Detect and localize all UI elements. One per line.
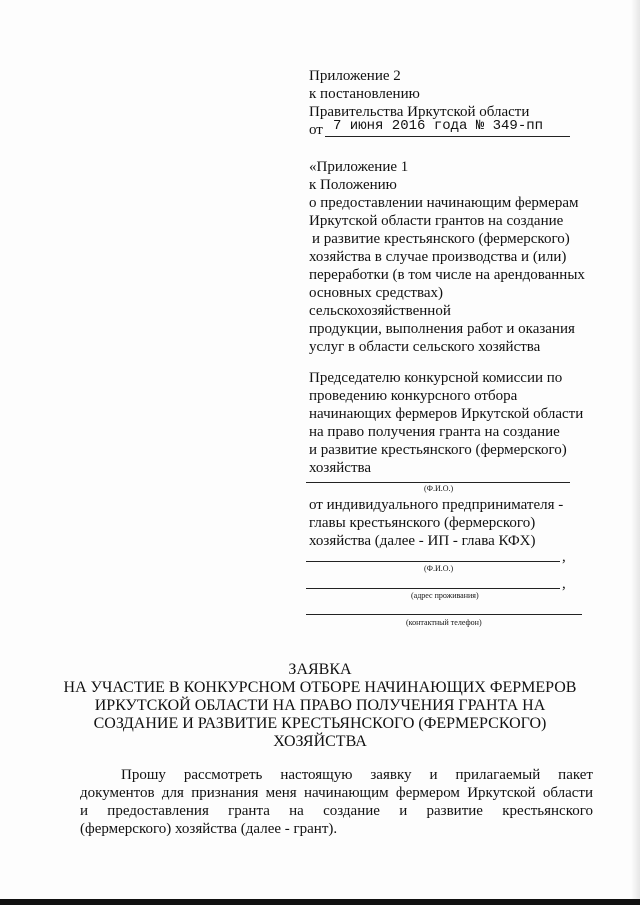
date-underline: [325, 136, 570, 137]
regulation-line: «Приложение 1: [309, 159, 409, 175]
body-text-line: (фермерского) хозяйства (далее - грант).: [80, 821, 338, 837]
regulation-line: услуг в области сельского хозяйства: [309, 339, 541, 355]
address-field[interactable]: [306, 588, 560, 589]
document-title-line: ХОЗЯЙСТВА: [273, 733, 367, 750]
resolution-date-number: 7 июня 2016 года № 349-пп: [333, 118, 544, 134]
appendix-number: Приложение 2: [309, 68, 401, 84]
addressee-line: Председателю конкурсной комиссии по: [309, 370, 563, 386]
applicant-fio-field[interactable]: [306, 561, 560, 562]
date-label: от: [309, 122, 323, 138]
field-comma: ,: [562, 549, 566, 565]
addressee-line: и развитие крестьянского (фермерского): [309, 442, 567, 458]
phone-field[interactable]: [306, 614, 582, 615]
document-title-line: ИРКУТСКОЙ ОБЛАСТИ НА ПРАВО ПОЛУЧЕНИЯ ГРАНТА НА: [94, 697, 546, 714]
scan-edge-bottom: [0, 899, 640, 905]
scan-edge-right: [631, 0, 640, 905]
document-title: ЗАЯВКА: [288, 661, 352, 678]
document-title-line: НА УЧАСТИЕ В КОНКУРСНОМ ОТБОРЕ НАЧИНАЮЩИХ ФЕРМЕРОВ: [63, 679, 577, 696]
sender-line: главы крестьянского (фермерского): [309, 515, 536, 531]
regulation-line: сельскохозяйственной: [309, 303, 451, 319]
regulation-line: к Положению: [309, 177, 397, 193]
chairman-fio-field[interactable]: [306, 482, 570, 483]
regulation-line: переработки (в том числе на арендованных: [309, 267, 585, 283]
body-text-line: документов для признания меня начинающим фермером Иркутской области: [80, 785, 593, 801]
fio-caption: (Ф.И.О.): [424, 564, 454, 573]
body-text-line: и предоставления гранта на создание и развитие крестьянского: [80, 803, 593, 819]
regulation-line: хозяйства в случае производства и (или): [309, 249, 567, 265]
document-title-line: СОЗДАНИЕ И РАЗВИТИЕ КРЕСТЬЯНСКОГО (ФЕРМЕРСКОГО): [93, 715, 547, 732]
regulation-line: и развитие крестьянского (фермерского): [312, 231, 570, 247]
regulation-line: о предоставлении начинающим фермерам: [309, 195, 579, 211]
addressee-line: начинающих фермеров Иркутской области: [309, 406, 584, 422]
regulation-line: основных средствах): [309, 285, 443, 301]
fio-caption: (Ф.И.О.): [424, 484, 454, 493]
to-resolution: к постановлению: [309, 86, 420, 102]
regulation-line: продукции, выполнения работ и оказания: [309, 321, 575, 337]
sender-line: от индивидуального предпринимателя -: [309, 497, 564, 513]
regulation-line: Иркутской области грантов на создание: [309, 213, 564, 229]
addressee-line: на право получения гранта на создание: [309, 424, 560, 440]
addressee-line: хозяйства: [309, 460, 372, 476]
body-text-line: Прошу рассмотреть настоящую заявку и прилагаемый пакет: [121, 767, 593, 783]
government-name: Правительства Иркутской области: [309, 104, 530, 120]
phone-caption: (контактный телефон): [406, 618, 482, 627]
address-caption: (адрес проживания): [411, 591, 479, 600]
sender-line: хозяйства (далее - ИП - глава КФХ): [309, 533, 536, 549]
addressee-line: проведению конкурсного отбора: [309, 388, 518, 404]
field-comma: ,: [562, 576, 566, 592]
